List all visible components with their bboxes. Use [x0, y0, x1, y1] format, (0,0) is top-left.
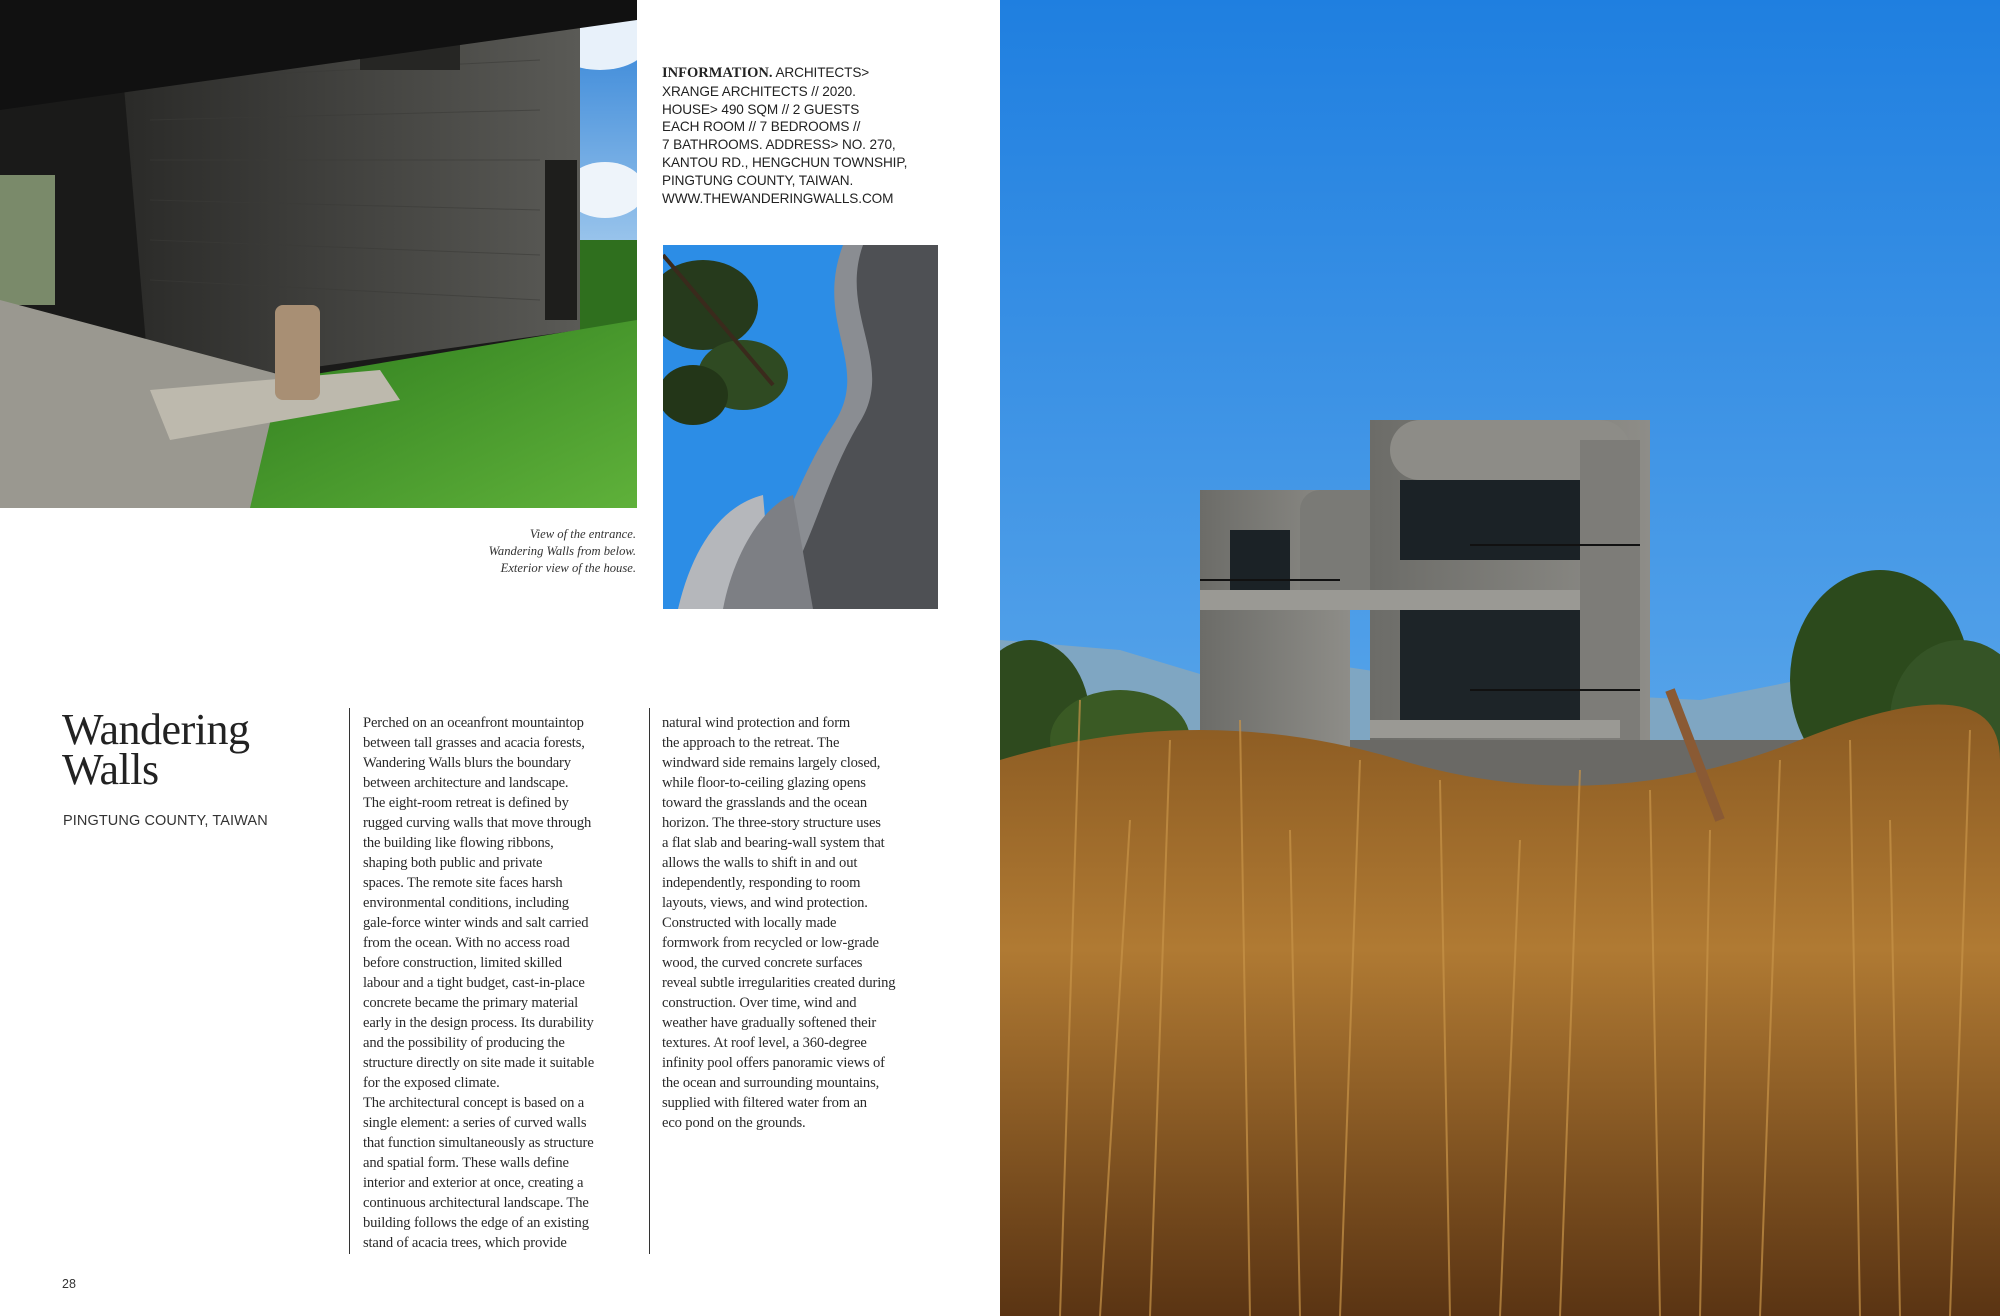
- body-text-line: windward side remains largely closed,: [662, 755, 881, 771]
- information-line: PINGTUNG COUNTY, TAIWAN.: [662, 172, 854, 188]
- body-text-line: single element: a series of curved walls: [363, 1115, 587, 1131]
- body-text-line: concrete became the primary material: [363, 995, 579, 1011]
- body-text-line: that function simultaneously as structure: [363, 1135, 594, 1151]
- body-text-line: while floor-to-ceiling glazing opens: [662, 775, 866, 791]
- body-text-line: The architectural concept is based on a: [363, 1095, 585, 1111]
- body-text-line: spaces. The remote site faces harsh: [363, 875, 563, 891]
- body-text-line: from the ocean. With no access road: [363, 935, 570, 951]
- body-text-line: Wandering Walls blurs the boundary: [363, 755, 571, 771]
- body-text-line: textures. At roof level, a 360-degree: [662, 1035, 867, 1051]
- body-text-line: formwork from recycled or low-grade: [662, 935, 879, 951]
- body-text-line: weather have gradually softened their: [662, 1015, 877, 1031]
- body-text-line: allows the walls to shift in and out: [662, 855, 858, 871]
- body-text-line: construction. Over time, wind and: [662, 995, 857, 1011]
- page-number: 28: [62, 1277, 76, 1291]
- caption-line: Wandering Walls from below.: [488, 544, 636, 558]
- body-text-line: and the possibility of producing the: [363, 1035, 565, 1051]
- body-text-line: labour and a tight budget, cast-in-place: [363, 975, 585, 991]
- body-text-line: Perched on an oceanfront mountaintop: [363, 715, 584, 731]
- information-line: HOUSE> 490 SQM // 2 GUESTS: [662, 101, 860, 117]
- body-text-line: independently, responding to room: [662, 875, 861, 891]
- body-text-line: toward the grasslands and the ocean: [662, 795, 868, 811]
- information-line: KANTOU RD., HENGCHUN TOWNSHIP,: [662, 154, 908, 170]
- body-text-line: before construction, limited skilled: [363, 955, 562, 971]
- information-line: EACH ROOM // 7 BEDROOMS //: [662, 119, 861, 135]
- information-label: INFORMATION.: [662, 65, 773, 81]
- body-text-line: the building like flowing ribbons,: [363, 835, 554, 851]
- body-text-line: for the exposed climate.: [363, 1075, 500, 1091]
- body-text-line: rugged curving walls that move through: [363, 815, 592, 831]
- body-text-line: early in the design process. Its durability: [363, 1015, 594, 1031]
- body-text-line: environmental conditions, including: [363, 895, 569, 911]
- body-text-line: layouts, views, and wind protection.: [662, 895, 868, 911]
- photo-from-below: [663, 245, 938, 609]
- body-text-line: supplied with filtered water from an: [662, 1095, 867, 1111]
- column-rule-middle: [649, 708, 650, 1254]
- website-link[interactable]: WWW.THEWANDERINGWALLS.COM: [662, 190, 894, 206]
- caption-line: View of the entrance.: [529, 527, 636, 541]
- body-text-line: gale-force winter winds and salt carried: [363, 915, 589, 931]
- body-text-line: shaping both public and private: [363, 855, 543, 871]
- body-text-line: natural wind protection and form: [662, 715, 851, 731]
- body-text-line: and spatial form. These walls define: [363, 1155, 569, 1171]
- body-text-line: building follows the edge of an existing: [363, 1215, 589, 1231]
- body-text-line: between architecture and landscape.: [363, 775, 569, 791]
- column-rule-left: [349, 708, 350, 1254]
- photo-entrance: [0, 0, 637, 508]
- body-text-line: interior and exterior at once, creating a: [363, 1175, 584, 1191]
- article-title: [62, 705, 362, 794]
- body-text-line: stand of acacia trees, which provide: [363, 1235, 567, 1251]
- body-text-line: continuous architectural landscape. The: [363, 1195, 589, 1211]
- body-text-line: a flat slab and bearing-wall system that: [662, 835, 885, 851]
- article-location: PINGTUNG COUNTY, TAIWAN: [63, 813, 268, 829]
- information-line: ARCHITECTS>: [775, 65, 870, 80]
- title-line: Wandering: [62, 705, 250, 754]
- body-text-line: eco pond on the grounds.: [662, 1115, 806, 1131]
- body-text-line: Constructed with locally made: [662, 915, 837, 931]
- body-column-2: [662, 713, 952, 1133]
- title-line: Walls: [62, 745, 159, 794]
- body-text-line: structure directly on site made it suitable: [363, 1055, 595, 1071]
- body-text-line: infinity pool offers panoramic views of: [662, 1055, 885, 1071]
- body-text-line: The eight-room retreat is defined by: [363, 795, 569, 811]
- body-text-line: wood, the curved concrete surfaces: [662, 955, 863, 971]
- information-line: XRANGE ARCHITECTS // 2020.: [662, 83, 856, 99]
- photo-caption: [440, 526, 636, 577]
- information-block: [662, 64, 952, 207]
- caption-line: Exterior view of the house.: [500, 561, 636, 575]
- photo-exterior: [1000, 0, 2000, 1316]
- body-column-1: [363, 713, 643, 1253]
- body-text-line: between tall grasses and acacia forests,: [363, 735, 585, 751]
- body-text-line: the approach to the retreat. The: [662, 735, 840, 751]
- information-line: 7 BATHROOMS. ADDRESS> NO. 270,: [662, 137, 896, 153]
- body-text-line: reveal subtle irregularities created during: [662, 975, 896, 991]
- body-text-line: the ocean and surrounding mountains,: [662, 1075, 880, 1091]
- body-text-line: horizon. The three-story structure uses: [662, 815, 881, 831]
